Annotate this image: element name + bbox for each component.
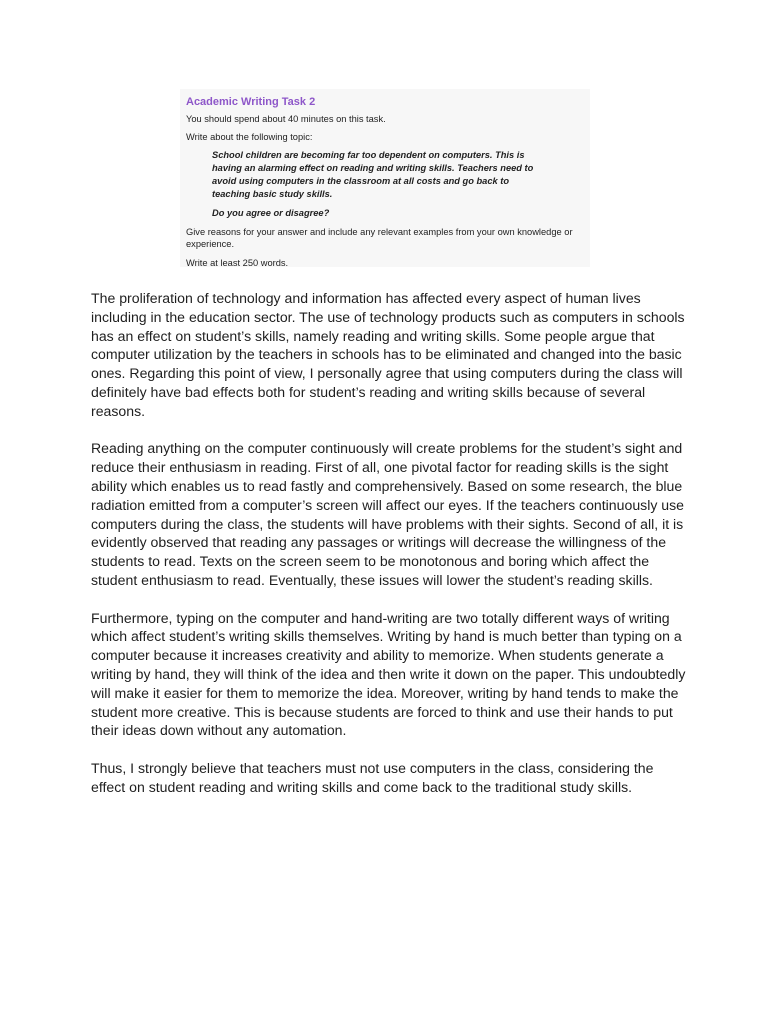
task-topic-line: having an alarming effect on reading and writing skills. Teachers need to bbox=[212, 163, 534, 173]
essay-line: effect on student reading and writing skills and come back to the traditional study skills. bbox=[91, 778, 633, 795]
task-instruction: Write about the following topic: bbox=[186, 132, 313, 142]
essay-line: Thus, I strongly believe that teachers must not use computers in the class, considering the bbox=[91, 759, 654, 776]
essay-paragraph-3 bbox=[91, 609, 691, 741]
essay-paragraph-2 bbox=[91, 439, 691, 589]
essay-line: has an effect on student’s skills, namely reading and writing skills. Some people argue that bbox=[91, 327, 655, 344]
essay-line: reduce their enthusiasm in reading. First of all, one pivotal factor for reading skills is the sight bbox=[91, 459, 669, 476]
essay-line: computers during the class, the students will have problems with their sights. Second of all, it is bbox=[91, 515, 684, 532]
essay-line: student more creative. This is because students are forced to think and use their hands to put bbox=[91, 703, 673, 720]
essay-line: evidently observed that reading any passages or writings will decrease the willingness of the bbox=[91, 534, 667, 551]
task-question: Do you agree or disagree? bbox=[212, 208, 330, 218]
essay-body bbox=[91, 289, 691, 815]
essay-paragraph-1 bbox=[91, 289, 691, 421]
essay-line: Reading anything on the computer continuously will create problems for the student’s sight and bbox=[91, 440, 683, 457]
task-title: Academic Writing Task 2 bbox=[186, 96, 316, 108]
essay-line: Furthermore, typing on the computer and hand-writing are two totally different ways of writing bbox=[91, 609, 670, 626]
essay-line: student enthusiasm to read. Eventually, these issues will lower the student’s reading skills. bbox=[91, 571, 653, 588]
task-word-count: Write at least 250 words. bbox=[186, 258, 289, 268]
essay-line: definitely have bad effects both for student’s reading and writing skills because of several bbox=[91, 383, 646, 400]
task-topic-line: teaching basic study skills. bbox=[212, 189, 333, 199]
essay-line: reasons. bbox=[91, 402, 146, 419]
essay-line: radiation emitted from a computer’s screen will affect our eyes. If the teachers continuously use bbox=[91, 496, 685, 513]
essay-line: The proliferation of technology and information has affected every aspect of human lives bbox=[91, 290, 641, 306]
essay-line: ability which enables us to read fastly and comprehensively. Based on some research, the blue bbox=[91, 477, 683, 494]
task-reasons bbox=[186, 226, 584, 250]
task-topic bbox=[212, 149, 584, 201]
task-topic-line: avoid using computers in the classroom at all costs and go back to bbox=[212, 176, 510, 186]
essay-line: writing by hand, they will think of the idea and then write it down on the paper. This undoubtedly bbox=[91, 665, 686, 682]
essay-line: will make it easier for them to memorize the idea. Moreover, writing by hand tends to make the bbox=[91, 684, 679, 701]
essay-line: ones. Regarding this point of view, I personally agree that using computers during the class will bbox=[91, 365, 683, 382]
essay-line: computer because it increases creativity and ability to memorize. When students generate a bbox=[91, 647, 664, 664]
essay-line: which affect student’s writing skills themselves. Writing by hand is much better than typing on a bbox=[91, 628, 682, 645]
task-time-note: You should spend about 40 minutes on this task. bbox=[186, 114, 386, 124]
task-topic-line: School children are becoming far too dependent on computers. This is bbox=[212, 150, 525, 160]
task-reasons-line: experience. bbox=[186, 239, 235, 249]
essay-line: students to read. Texts on the screen seem to be monotonous and boring which affect the bbox=[91, 553, 650, 570]
task-prompt-image bbox=[180, 89, 590, 267]
essay-line: including in the education sector. The use of technology products such as computers in schools bbox=[91, 308, 685, 325]
essay-line: their ideas down without any automation. bbox=[91, 722, 347, 739]
task-reasons-line: Give reasons for your answer and include any relevant examples from your own knowledge or bbox=[186, 227, 573, 237]
essay-paragraph-4 bbox=[91, 759, 691, 797]
essay-line: computer utilization by the teachers in schools has to be eliminated and changed into the basic bbox=[91, 346, 682, 363]
